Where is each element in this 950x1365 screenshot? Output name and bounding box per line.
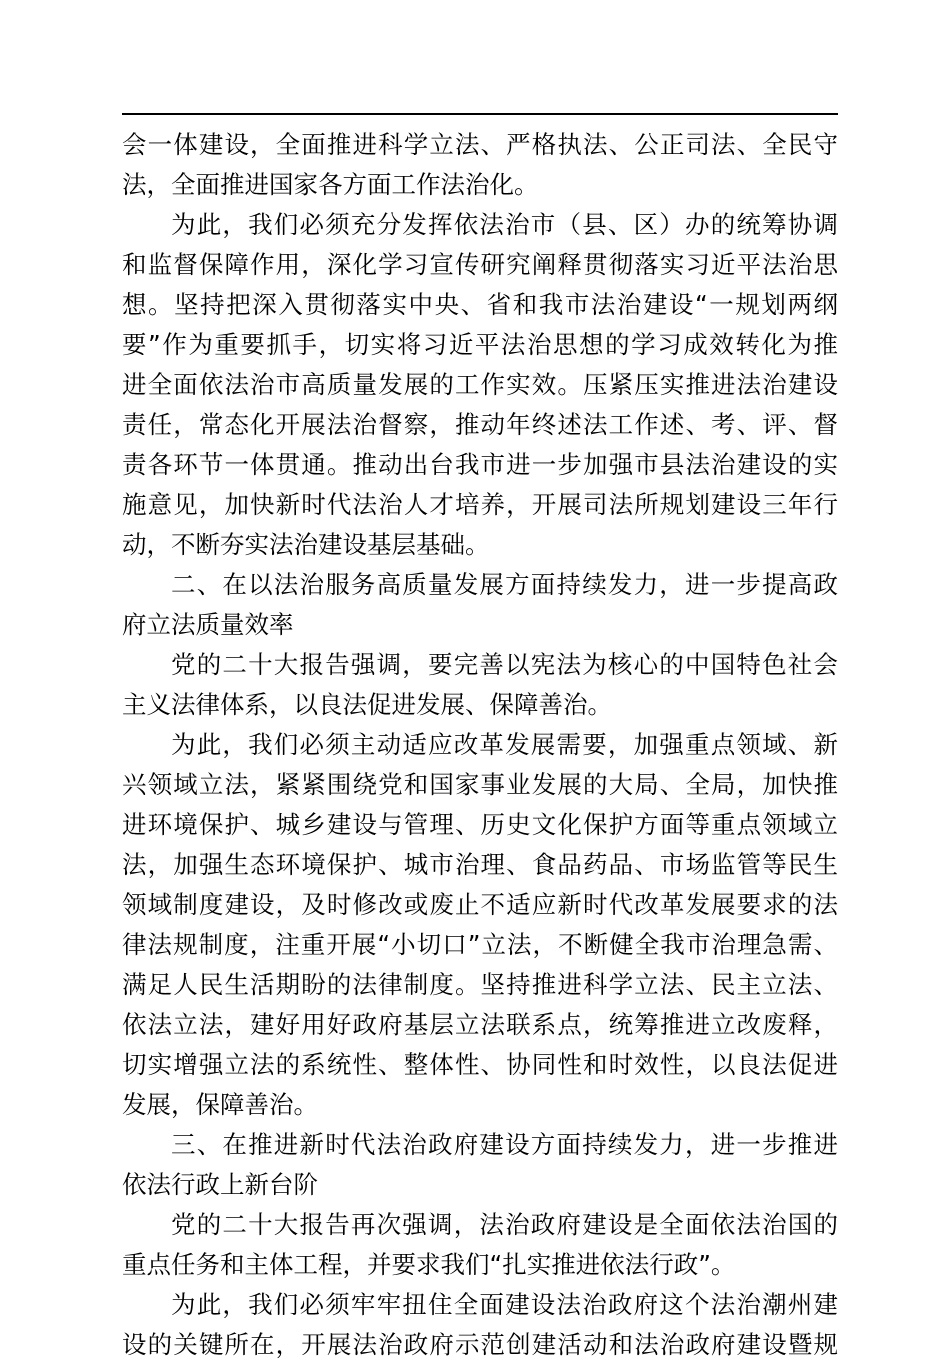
- text-line: 为此，我们必须充分发挥依法治市（县、区）办的统筹协调: [171, 210, 838, 239]
- text-line: 进环境保护、城乡建设与管理、历史文化保护方面等重点领域立: [122, 810, 838, 839]
- text-line: 主义法律体系，以良法促进发展、保障善治。: [122, 690, 612, 719]
- text-line: 为此，我们必须牢牢扭住全面建设法治政府这个法治潮州建: [171, 1290, 838, 1319]
- text-line: 设的关键所在，开展法治政府示范创建活动和法治政府建设暨规: [122, 1330, 838, 1359]
- text-line: 责任，常态化开展法治督察，推动年终述法工作述、考、评、督: [122, 410, 838, 439]
- text-line: 会一体建设，全面推进科学立法、严格执法、公正司法、全民守: [122, 130, 838, 159]
- text-line: 党的二十大报告再次强调，法治政府建设是全面依法治国的: [171, 1210, 838, 1239]
- text-line: 要”作为重要抓手，切实将习近平法治思想的学习成效转化为推: [122, 330, 838, 359]
- text-line: 发展，保障善治。: [122, 1090, 318, 1119]
- text-line: 满足人民生活期盼的法律制度。坚持推进科学立法、民主立法、: [122, 970, 838, 999]
- text-line: 兴领域立法，紧紧围绕党和国家事业发展的大局、全局，加快推: [122, 770, 838, 799]
- text-line: 重点任务和主体工程，并要求我们“扎实推进依法行政”。: [122, 1250, 736, 1279]
- section-heading-line: 三、在推进新时代法治政府建设方面持续发力，进一步推进: [171, 1130, 838, 1159]
- text-line: 责各环节一体贯通。推动出台我市进一步加强市县法治建设的实: [122, 450, 838, 479]
- section-heading-line: 二、在以法治服务高质量发展方面持续发力，进一步提高政: [171, 570, 838, 599]
- text-line: 律法规制度，注重开展“小切口”立法，不断健全我市治理急需、: [122, 930, 838, 959]
- text-line: 领域制度建设，及时修改或废止不适应新时代改革发展要求的法: [122, 890, 838, 919]
- text-line: 法，全面推进国家各方面工作法治化。: [122, 170, 539, 199]
- text-line: 依法立法，建好用好政府基层立法联系点，统筹推进立改废释，: [122, 1010, 838, 1039]
- text-line: 为此，我们必须主动适应改革发展需要，加强重点领域、新: [171, 730, 838, 759]
- document-body: [122, 125, 838, 1365]
- text-line: 施意见，加快新时代法治人才培养，开展司法所规划建设三年行: [122, 490, 838, 519]
- text-line: 党的二十大报告强调，要完善以宪法为核心的中国特色社会: [171, 650, 838, 679]
- text-line: 动，不断夯实法治建设基层基础。: [122, 530, 490, 559]
- text-line: 和监督保障作用，深化学习宣传研究阐释贯彻落实习近平法治思: [122, 250, 838, 279]
- text-line: 法，加强生态环境保护、城市治理、食品药品、市场监管等民生: [122, 850, 838, 879]
- section-heading-line: 府立法质量效率: [122, 610, 294, 639]
- text-line: 想。坚持把深入贯彻落实中央、省和我市法治建设“一规划两纲: [122, 290, 838, 319]
- header-rule: [122, 113, 838, 115]
- text-line: 切实增强立法的系统性、整体性、协同性和时效性，以良法促进: [122, 1050, 838, 1079]
- section-heading-line: 依法行政上新台阶: [122, 1170, 318, 1199]
- text-line: 进全面依法治市高质量发展的工作实效。压紧压实推进法治建设: [122, 370, 838, 399]
